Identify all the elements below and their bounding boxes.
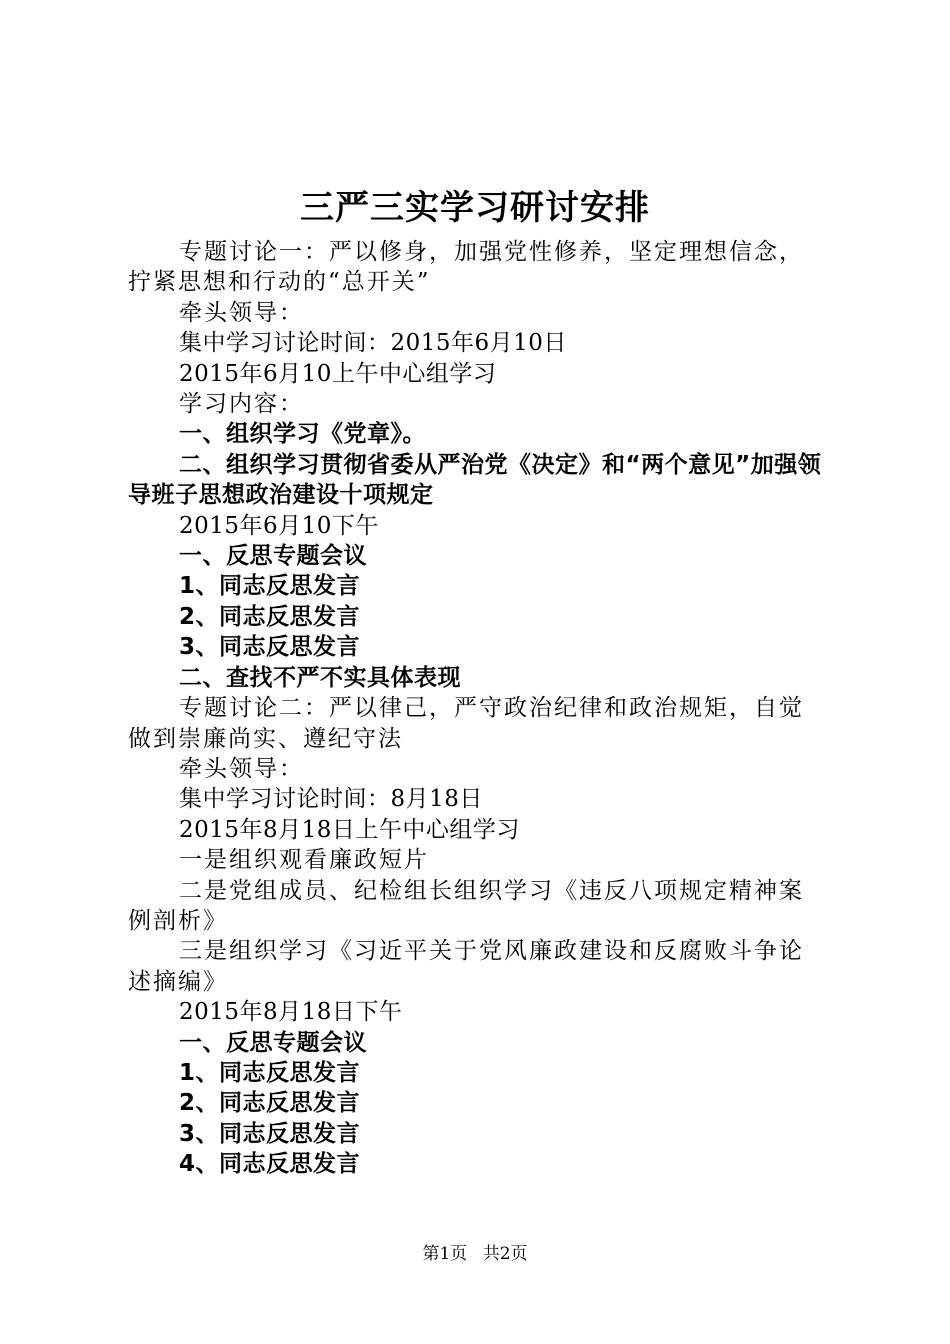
paragraph: 1、同志反思发言 — [179, 1059, 361, 1086]
paragraph: 二、查找不严不实具体表现 — [179, 664, 461, 691]
paragraph: 3、同志反思发言 — [179, 634, 361, 661]
paragraph: 专题讨论一：严以修身，加强党性修养，坚定理想信念，拧紧思想和行动的“总开关” — [128, 239, 804, 296]
paragraph: 一、反思专题会议 — [179, 543, 367, 570]
paragraph: 牵头领导： — [179, 299, 304, 326]
page-footer — [0, 1243, 950, 1265]
paragraph: 一、反思专题会议 — [179, 1029, 367, 1056]
paragraph: 牵头领导： — [179, 755, 304, 782]
paragraph: 集中学习讨论时间：8月18日 — [179, 786, 483, 813]
paragraph: 2015年8月18日下午 — [179, 999, 403, 1026]
page-number: 第1页 — [422, 1244, 468, 1264]
paragraph: 2015年8月18日上午中心组学习 — [179, 816, 520, 843]
paragraph: 集中学习讨论时间：2015年6月10日 — [179, 330, 567, 357]
paragraph: 2、同志反思发言 — [179, 1090, 361, 1117]
paragraph: 2015年6月10上午中心组学习 — [179, 360, 497, 387]
paragraph: 一、组织学习《党章》。 — [179, 421, 426, 448]
document-title: 三严三实学习研讨安排 — [300, 188, 650, 228]
paragraph: 二、组织学习贯彻省委从严治党《决定》和“两个意见”加强领导班子思想政治建设十项规定 — [128, 451, 822, 509]
paragraph: 一是组织观看廉政短片 — [179, 847, 429, 874]
paragraph: 学习内容： — [179, 391, 304, 418]
paragraph: 1、同志反思发言 — [179, 573, 361, 600]
paragraph: 二是党组成员、纪检组长组织学习《违反八项规定精神案例剖析》 — [128, 877, 804, 934]
page-total: 共2页 — [482, 1244, 528, 1264]
document-body — [128, 237, 828, 1180]
paragraph: 4、同志反思发言 — [179, 1151, 361, 1178]
paragraph: 专题讨论二：严以律己，严守政治纪律和政治规矩，自觉做到崇廉尚实、遵纪守法 — [128, 695, 804, 752]
paragraph: 2、同志反思发言 — [179, 603, 361, 630]
paragraph: 2015年6月10下午 — [179, 512, 379, 539]
paragraph: 三是组织学习《习近平关于党风廉政建设和反腐败斗争论述摘编》 — [128, 938, 804, 995]
paragraph: 3、同志反思发言 — [179, 1120, 361, 1147]
